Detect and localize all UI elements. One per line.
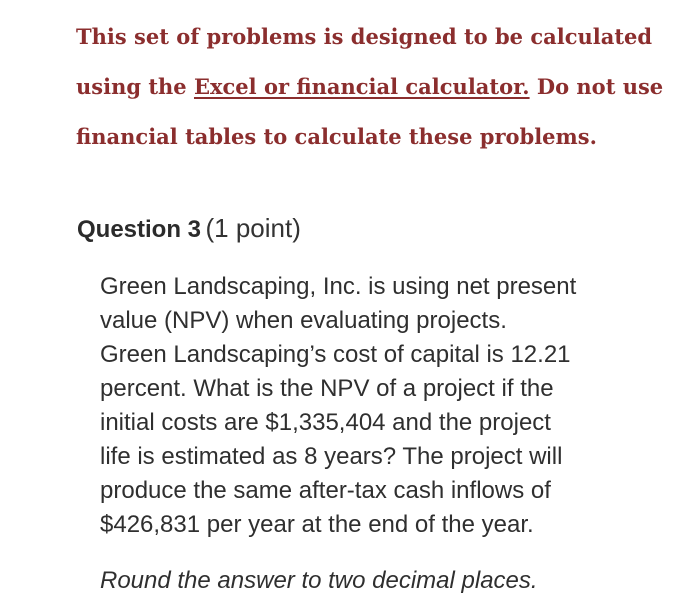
notice-line-3: financial tables to calculate these problems. — [76, 124, 597, 149]
question-text-line: produce the same after-tax cash inflows of — [100, 477, 551, 504]
question-header — [77, 213, 301, 244]
rounding-instruction: Round the answer to two decimal places. — [100, 567, 538, 594]
calculation-notice — [76, 12, 686, 162]
notice-line-2-suffix: Do not use — [529, 74, 664, 99]
question-text-line: Green Landscaping’s cost of capital is 12.21 — [100, 341, 571, 368]
question-text-line: life is estimated as 8 years? The project will — [100, 443, 563, 470]
excel-calculator-link[interactable]: Excel or financial calculator. — [193, 74, 530, 99]
question-text-line: value (NPV) when evaluating projects. — [100, 307, 507, 334]
notice-line-2-prefix: using the — [76, 74, 194, 99]
question-text-line: Green Landscaping, Inc. is using net present — [100, 273, 577, 300]
question-points: (1 point) — [205, 213, 301, 243]
question-text-line: percent. What is the NPV of a project if the — [100, 375, 554, 402]
question-text-line: $426,831 per year at the end of the year. — [100, 511, 534, 538]
question-title: Question 3 — [77, 216, 202, 243]
notice-line-2 — [76, 62, 686, 112]
question-text-line: initial costs are $1,335,404 and the project — [100, 409, 551, 436]
question-text — [100, 270, 660, 542]
notice-line-1: This set of problems is designed to be calculated — [76, 24, 653, 49]
